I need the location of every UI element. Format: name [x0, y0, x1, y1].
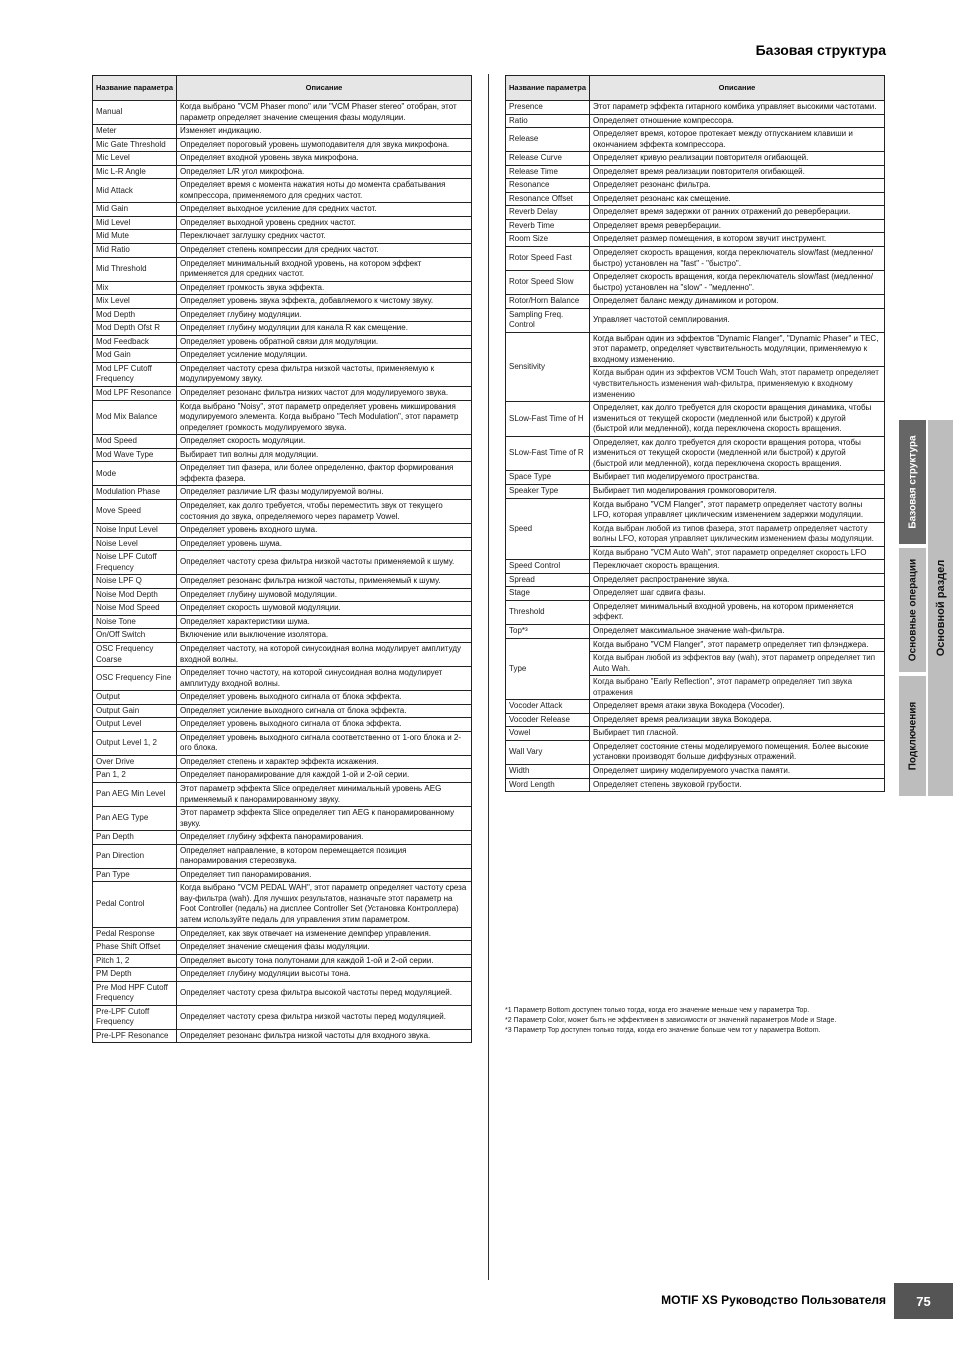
table-row [506, 484, 885, 498]
param-description: Определяет уровень звука эффекта, добавляемого к чистому звуку. [177, 295, 472, 309]
table-row [93, 807, 472, 831]
table-row [93, 335, 472, 349]
param-description: Определяет уровень выходного сигнала соответственно от 1-ого блока и 2-ого блока. [177, 731, 472, 755]
param-description: Определяет резонанс как смещение. [590, 192, 885, 206]
table-row [506, 740, 885, 764]
param-description: Определяет L/R угол микрофона. [177, 165, 472, 179]
param-name: Output [93, 691, 177, 705]
param-description: Когда выбрано "Noisy", этот параметр определяет уровень микширования модулируемого элемента. Когда выбрано "Tech Modulation", этот параметр определяет громкость модулируемого звука. [177, 400, 472, 435]
param-name: Mod LPF Resonance [93, 387, 177, 401]
table-row [93, 575, 472, 589]
param-name: Over Drive [93, 755, 177, 769]
param-description: Определяет уровень выходного сигнала от блока эффекта. [177, 691, 472, 705]
param-description: Выбирает тип моделирования громкоговорителя. [590, 484, 885, 498]
param-name: Move Speed [93, 499, 177, 523]
table-row [93, 954, 472, 968]
table-row [506, 471, 885, 485]
param-description: Определяет время реализации повторителя огибающей. [590, 165, 885, 179]
param-description: Определяет время реализации звука Вокодера. [590, 713, 885, 727]
table-row [93, 667, 472, 691]
param-description: Управляет частотой семплирования. [590, 308, 885, 332]
param-name: Speaker Type [506, 484, 590, 498]
table-row [93, 448, 472, 462]
table-row [506, 165, 885, 179]
param-name: Mic Level [93, 152, 177, 166]
table-row [93, 868, 472, 882]
param-description: Определяет пороговый уровень шумоподавителя для звука микрофона. [177, 138, 472, 152]
param-name: PM Depth [93, 968, 177, 982]
param-name: SLow-Fast Time of R [506, 436, 590, 471]
table-row [506, 271, 885, 295]
param-description: Переключает скорость вращения. [590, 560, 885, 574]
param-name: OSC Frequency Fine [93, 667, 177, 691]
param-name: Mid Ratio [93, 244, 177, 258]
param-description: Определяет глубину модуляции для канала R как смещение. [177, 322, 472, 336]
table-row [93, 138, 472, 152]
table-row [506, 152, 885, 166]
param-name: Output Level [93, 718, 177, 732]
table-row [93, 602, 472, 616]
param-name: Mix Level [93, 295, 177, 309]
param-name: Pan AEG Type [93, 807, 177, 831]
param-name: Speed Control [506, 560, 590, 574]
table-row [93, 165, 472, 179]
parameter-table-right [505, 75, 885, 792]
table-row [93, 941, 472, 955]
tab-main-section-label: Основной раздел [934, 559, 947, 657]
table-row [506, 638, 885, 652]
param-name: Pedal Control [93, 882, 177, 927]
param-name: Pedal Response [93, 927, 177, 941]
table-row [506, 233, 885, 247]
param-description: Определяет направление, в котором перемещается позиция панорамирования стереозвука. [177, 844, 472, 868]
param-description: Определяет уровень входного шума. [177, 524, 472, 538]
param-name: Release Time [506, 165, 590, 179]
param-description: Определяет усиление выходного сигнала от блока эффекта. [177, 704, 472, 718]
param-name: Mix [93, 281, 177, 295]
param-description: Переключает заглушку средних частот. [177, 230, 472, 244]
param-description: Определяет распространение звука. [590, 573, 885, 587]
param-description: Включение или выключение изолятора. [177, 629, 472, 643]
param-description: Когда выбрано "VCM Flanger", этот параметр определяет частоту волны LFO, которая управляет циклическим изменением задержки модуляции. [590, 498, 885, 522]
param-name: Vowel [506, 727, 590, 741]
table-row [93, 769, 472, 783]
table-row [93, 435, 472, 449]
table-row [93, 588, 472, 602]
table-row [93, 349, 472, 363]
param-description: Изменяет индикацию. [177, 125, 472, 139]
param-name: Presence [506, 101, 590, 115]
param-name: Mid Gain [93, 203, 177, 217]
param-name: Output Level 1, 2 [93, 731, 177, 755]
param-description: Определяет время с момента нажатия ноты до момента срабатывания компрессора, применяемого для средних частот. [177, 179, 472, 203]
param-description: Определяет баланс между динамиком и ротором. [590, 295, 885, 309]
param-name: Word Length [506, 778, 590, 792]
param-description: Определяет, как долго требуется для скорости вращения динамика, чтобы измениться от текущей скорости (медленной или быстрой) к другой (быстрой или медленной), когда переключена скорость вращения. [590, 402, 885, 437]
table-row [506, 332, 885, 367]
column-header-description: Описание [590, 76, 885, 101]
table-row [506, 727, 885, 741]
param-name: Vocoder Release [506, 713, 590, 727]
param-name: Mod Mix Balance [93, 400, 177, 435]
section-title: Базовая структура [755, 42, 886, 58]
table-row [506, 700, 885, 714]
param-name: Phase Shift Offset [93, 941, 177, 955]
table-row [93, 782, 472, 806]
param-name: Mod Wave Type [93, 448, 177, 462]
param-name: Pre Mod HPF Cutoff Frequency [93, 981, 177, 1005]
param-description: Определяет частоту среза фильтра низкой частоты, применяемую к модулируемому звуку. [177, 362, 472, 386]
param-name: Noise Level [93, 537, 177, 551]
param-description: Определяет тип панорамирования. [177, 868, 472, 882]
table-row [93, 755, 472, 769]
table-row [93, 400, 472, 435]
param-name: Mid Attack [93, 179, 177, 203]
param-name: Rotor Speed Slow [506, 271, 590, 295]
param-description: Определяет минимальный входной уровень, на котором эффект применяется для средних частот. [177, 257, 472, 281]
param-name: Mod Depth [93, 308, 177, 322]
table-row [93, 499, 472, 523]
param-description: Определяет скорость вращения, когда переключатель slow/fast (медленно/быстро) установлен на "fast" - "быстро". [590, 247, 885, 271]
param-name: Wall Vary [506, 740, 590, 764]
footnote: *2 Параметр Color, может быть не эффективен в зависимости от значений параметров Mode и Stage. [505, 1017, 837, 1025]
table-row [93, 308, 472, 322]
param-description: Определяет глубину модуляции высоты тона. [177, 968, 472, 982]
table-row [93, 704, 472, 718]
param-description: Определяет выходное усиление для средних частот. [177, 203, 472, 217]
param-description: Определяет степень звуковой грубости. [590, 778, 885, 792]
footnote: *1 Параметр Bottom доступен только тогда, когда его значение меньше чем у параметра Top. [505, 1007, 810, 1014]
param-description: Этот параметр эффекта гитарного комбика управляет высокими частотами. [590, 101, 885, 115]
param-name: Reverb Delay [506, 206, 590, 220]
param-name: Sampling Freq. Control [506, 308, 590, 332]
param-name: Mode [93, 462, 177, 486]
table-row [93, 362, 472, 386]
table-row [506, 713, 885, 727]
param-description: Определяет скорость модуляции. [177, 435, 472, 449]
param-name: Pan Direction [93, 844, 177, 868]
table-row [93, 642, 472, 666]
param-description: Определяет скорость шумовой модуляции. [177, 602, 472, 616]
param-name: OSC Frequency Coarse [93, 642, 177, 666]
table-row [93, 551, 472, 575]
param-description: Определяет резонанс фильтра низких частот для модулируемого звука. [177, 387, 472, 401]
param-name: Type [506, 638, 590, 700]
table-row [93, 1005, 472, 1029]
param-description: Определяет время задержки от ранних отражений до реверберации. [590, 206, 885, 220]
param-description: Определяет частоту среза фильтра низкой частоты перед модуляцией. [177, 1005, 472, 1029]
table-row [93, 281, 472, 295]
param-name: Pan AEG Min Level [93, 782, 177, 806]
param-name: Meter [93, 125, 177, 139]
table-row [93, 295, 472, 309]
param-description: Определяет точно частоту, на которой синусоидная волна модулирует амплитуду входной волны. [177, 667, 472, 691]
param-description: Определяет выходной уровень средних частот. [177, 216, 472, 230]
param-description: Определяет минимальный входной уровень, на котором применяется эффект. [590, 600, 885, 624]
param-description: Определяет усиление модуляции. [177, 349, 472, 363]
table-row [506, 128, 885, 152]
tab-basic-operations[interactable] [899, 548, 926, 672]
param-description: Определяет время атаки звука Вокодера (Vocoder). [590, 700, 885, 714]
param-description: Определяет резонанс фильтра низкой частоты для входного звука. [177, 1029, 472, 1043]
table-row [506, 295, 885, 309]
param-description: Определяет уровень шума. [177, 537, 472, 551]
param-name: Output Gain [93, 704, 177, 718]
param-name: On/Off Switch [93, 629, 177, 643]
param-name: Modulation Phase [93, 486, 177, 500]
table-row [93, 216, 472, 230]
table-row [506, 101, 885, 115]
table-row [506, 778, 885, 792]
parameter-table-left [92, 75, 472, 1043]
tab-connections[interactable] [899, 676, 926, 796]
column-divider [488, 74, 489, 1280]
param-description: Определяет различие L/R фазы модулируемой волны. [177, 486, 472, 500]
table-row [93, 387, 472, 401]
param-description: Определяет уровень обратной связи для модуляции. [177, 335, 472, 349]
param-name: SLow-Fast Time of H [506, 402, 590, 437]
param-description: Определяет громкость звука эффекта. [177, 281, 472, 295]
param-description: Определяет глубину шумовой модуляции. [177, 588, 472, 602]
table-row [93, 831, 472, 845]
table-row [93, 257, 472, 281]
param-name: Resonance [506, 179, 590, 193]
param-name: Pan Depth [93, 831, 177, 845]
table-row [93, 981, 472, 1005]
param-description: Этот параметр эффекта Slice определяет тип AEG к панорамированному звуку. [177, 807, 472, 831]
table-row [93, 244, 472, 258]
param-name: Spread [506, 573, 590, 587]
param-name: Room Size [506, 233, 590, 247]
param-name: Mid Mute [93, 230, 177, 244]
table-row [506, 308, 885, 332]
param-description: Определяет входной уровень звука микрофона. [177, 152, 472, 166]
param-name: Sensitivity [506, 332, 590, 401]
param-description: Когда выбран любой из типов фазера, этот параметр определяет частоту волны LFO, которая управляет циклическим изменением фазы модуляции. [590, 522, 885, 546]
param-description: Определяет уровень выходного сигнала от блока эффекта. [177, 718, 472, 732]
table-row [506, 192, 885, 206]
param-name: Ratio [506, 114, 590, 128]
param-description: Когда выбран любой из эффектов вау (wah), этот параметр определяет тип Auto Wah. [590, 652, 885, 676]
param-name: Resonance Offset [506, 192, 590, 206]
param-name: Rotor Speed Fast [506, 247, 590, 271]
tab-main-section[interactable] [928, 420, 953, 796]
param-name: Top*³ [506, 624, 590, 638]
param-description: Определяет отношение компрессора. [590, 114, 885, 128]
table-row [93, 1029, 472, 1043]
tab-basic-operations-label: Основные операции [907, 558, 918, 662]
table-row [506, 498, 885, 522]
param-name: Noise LPF Cutoff Frequency [93, 551, 177, 575]
table-row [93, 882, 472, 927]
param-description: Определяет время реверберации. [590, 219, 885, 233]
param-description: Когда выбрано "Early Reflection", этот параметр определяет тип звука отражения [590, 676, 885, 700]
param-description: Определяет, как долго требуется, чтобы переместить звук от текущего состояния до звука, определяемого через параметр Vowel. [177, 499, 472, 523]
param-description: Выбирает тип гласной. [590, 727, 885, 741]
table-row [506, 624, 885, 638]
column-header-name: Название параметра [506, 76, 590, 101]
footnotes [505, 1006, 905, 1036]
param-name: Pan 1, 2 [93, 769, 177, 783]
param-description: Выбирает тип моделируемого пространства. [590, 471, 885, 485]
param-name: Noise Tone [93, 615, 177, 629]
param-description: Определяет состояние стены моделируемого помещения. Более высокие установки производят больше диффузных отражений. [590, 740, 885, 764]
param-name: Noise LPF Q [93, 575, 177, 589]
param-description: Определяет глубину эффекта панорамирования. [177, 831, 472, 845]
param-name: Mod Feedback [93, 335, 177, 349]
param-name: Mod LPF Cutoff Frequency [93, 362, 177, 386]
param-description: Определяет панорамирование для каждой 1-ой и 2-ой серии. [177, 769, 472, 783]
table-row [93, 629, 472, 643]
tab-basic-structure-label: Базовая структура [907, 435, 918, 529]
table-row [506, 764, 885, 778]
table-row [93, 322, 472, 336]
table-row [93, 486, 472, 500]
param-description: Определяет резонанс фильтра низкой частоты, применяемый к шуму. [177, 575, 472, 589]
param-description: Определяет, как долго требуется для скорости вращения ротора, чтобы измениться от текущей скорости (медленной или быстрой) к другой (быстрой или медленной), когда переключена скорость вращения. [590, 436, 885, 471]
param-name: Manual [93, 101, 177, 125]
param-description: Когда выбрано "VCM Flanger", этот параметр определяет тип флэнджера. [590, 638, 885, 652]
param-description: Определяет максимальное значение wah-фильтра. [590, 624, 885, 638]
param-name: Mid Threshold [93, 257, 177, 281]
table-row [506, 436, 885, 471]
table-row [93, 927, 472, 941]
param-description: Определяет размер помещения, в котором звучит инструмент. [590, 233, 885, 247]
param-name: Noise Input Level [93, 524, 177, 538]
param-description: Определяет частоту, на которой синусоидная волна модулирует амплитуду входной волны. [177, 642, 472, 666]
param-description: Определяет, как звук отвечает на изменение демпфер управления. [177, 927, 472, 941]
param-name: Width [506, 764, 590, 778]
table-row [506, 573, 885, 587]
table-row [93, 179, 472, 203]
table-row [506, 600, 885, 624]
param-description: Определяет кривую реализации повторителя огибающей. [590, 152, 885, 166]
param-description: Определяет значение смещения фазы модуляции. [177, 941, 472, 955]
tab-connections-label: Подключения [907, 701, 918, 771]
table-row [93, 615, 472, 629]
param-name: Mod Gain [93, 349, 177, 363]
param-description: Когда выбрано "VCM Auto Wah", этот параметр определяет скорость LFO [590, 546, 885, 560]
param-name: Mod Depth Ofst R [93, 322, 177, 336]
param-description: Определяет резонанс фильтра. [590, 179, 885, 193]
param-name: Mid Level [93, 216, 177, 230]
param-name: Release Curve [506, 152, 590, 166]
table-row [506, 219, 885, 233]
table-row [93, 524, 472, 538]
param-description: Определяет время, которое протекает между отпусканием клавиши и окончанием эффекта компрессора. [590, 128, 885, 152]
column-header-description: Описание [177, 76, 472, 101]
table-row [93, 230, 472, 244]
param-name: Pre-LPF Cutoff Frequency [93, 1005, 177, 1029]
param-description: Определяет скорость вращения, когда переключатель slow/fast (медленно/быстро) установлен на "slow" - "медленно". [590, 271, 885, 295]
param-description: Выбирает тип волны для модуляции. [177, 448, 472, 462]
tab-basic-structure[interactable] [899, 420, 926, 544]
param-name: Noise Mod Speed [93, 602, 177, 616]
table-row [506, 206, 885, 220]
table-row [506, 402, 885, 437]
param-name: Stage [506, 587, 590, 601]
param-name: Pre-LPF Resonance [93, 1029, 177, 1043]
param-name: Threshold [506, 600, 590, 624]
table-row [93, 731, 472, 755]
param-name: Release [506, 128, 590, 152]
param-name: Space Type [506, 471, 590, 485]
table-row [93, 968, 472, 982]
param-description: Определяет шаг сдвига фазы. [590, 587, 885, 601]
page-number: 75 [894, 1283, 953, 1319]
param-description: Определяет высоту тона полутонами для каждой 1-ой и 2-ой серии. [177, 954, 472, 968]
table-row [93, 462, 472, 486]
param-name: Vocoder Attack [506, 700, 590, 714]
param-description: Определяет глубину модуляции. [177, 308, 472, 322]
footer-title: MOTIF XS Руководство Пользователя [661, 1293, 886, 1307]
param-description: Определяет частоту среза фильтра высокой частоты перед модуляцией. [177, 981, 472, 1005]
table-row [93, 537, 472, 551]
param-description: Определяет степень и характер эффекта искажения. [177, 755, 472, 769]
table-row [93, 125, 472, 139]
param-name: Mic Gate Threshold [93, 138, 177, 152]
footnote: *3 Параметр Top доступен только тогда, когда его значение больше чем тот у параметра Bottom. [505, 1027, 821, 1035]
table-row [506, 179, 885, 193]
table-row [93, 691, 472, 705]
param-description: Определяет характеристики шума. [177, 615, 472, 629]
param-description: Определяет степень компрессии для средних частот. [177, 244, 472, 258]
table-row [506, 587, 885, 601]
param-description: Определяет тип фазера, или более определенно, фактор формирования эффекта фазера. [177, 462, 472, 486]
table-row [93, 152, 472, 166]
param-name: Reverb Time [506, 219, 590, 233]
table-row [506, 247, 885, 271]
param-name: Noise Mod Depth [93, 588, 177, 602]
table-row [93, 101, 472, 125]
param-description: Определяет частоту среза фильтра низкой частоты применяемой к шуму. [177, 551, 472, 575]
param-name: Pitch 1, 2 [93, 954, 177, 968]
param-name: Mod Speed [93, 435, 177, 449]
table-row [93, 844, 472, 868]
param-description: Когда выбрано "VCM PEDAL WAH", этот параметр определяет частоту среза вау-фильтра (wah). Для лучших результатов, назначьте этот параметр на Foot Controller (педаль) на дисплее Controller Set (Установка Контроллера) затем используйте педаль для управления этим параметром. [177, 882, 472, 927]
param-description: Когда выбрано "VCM Phaser mono" или "VCM Phaser stereo" отобран, этот параметр определяет значение смещения фазы модуляции. [177, 101, 472, 125]
column-header-name: Название параметра [93, 76, 177, 101]
table-row [93, 718, 472, 732]
table-row [506, 114, 885, 128]
param-description: Когда выбран один из эффектов "Dynamic Flanger", "Dynamic Phaser" и TEC, этот параметр, определяет чувствительность модуляции, применяемую к входному изменению. [590, 332, 885, 367]
param-name: Mic L-R Angle [93, 165, 177, 179]
param-description: Определяет ширину моделируемого участка памяти. [590, 764, 885, 778]
param-description: Когда выбран один из эффектов VCM Touch Wah, этот параметр определяет чувствительность изменения wah-фильтра, применяемую к входному изменению [590, 367, 885, 402]
param-description: Этот параметр эффекта Slice определяет минимальный уровень AEG применяемый к панорамированному звуку. [177, 782, 472, 806]
param-name: Rotor/Horn Balance [506, 295, 590, 309]
param-name: Speed [506, 498, 590, 560]
table-row [93, 203, 472, 217]
param-name: Pan Type [93, 868, 177, 882]
table-row [506, 560, 885, 574]
